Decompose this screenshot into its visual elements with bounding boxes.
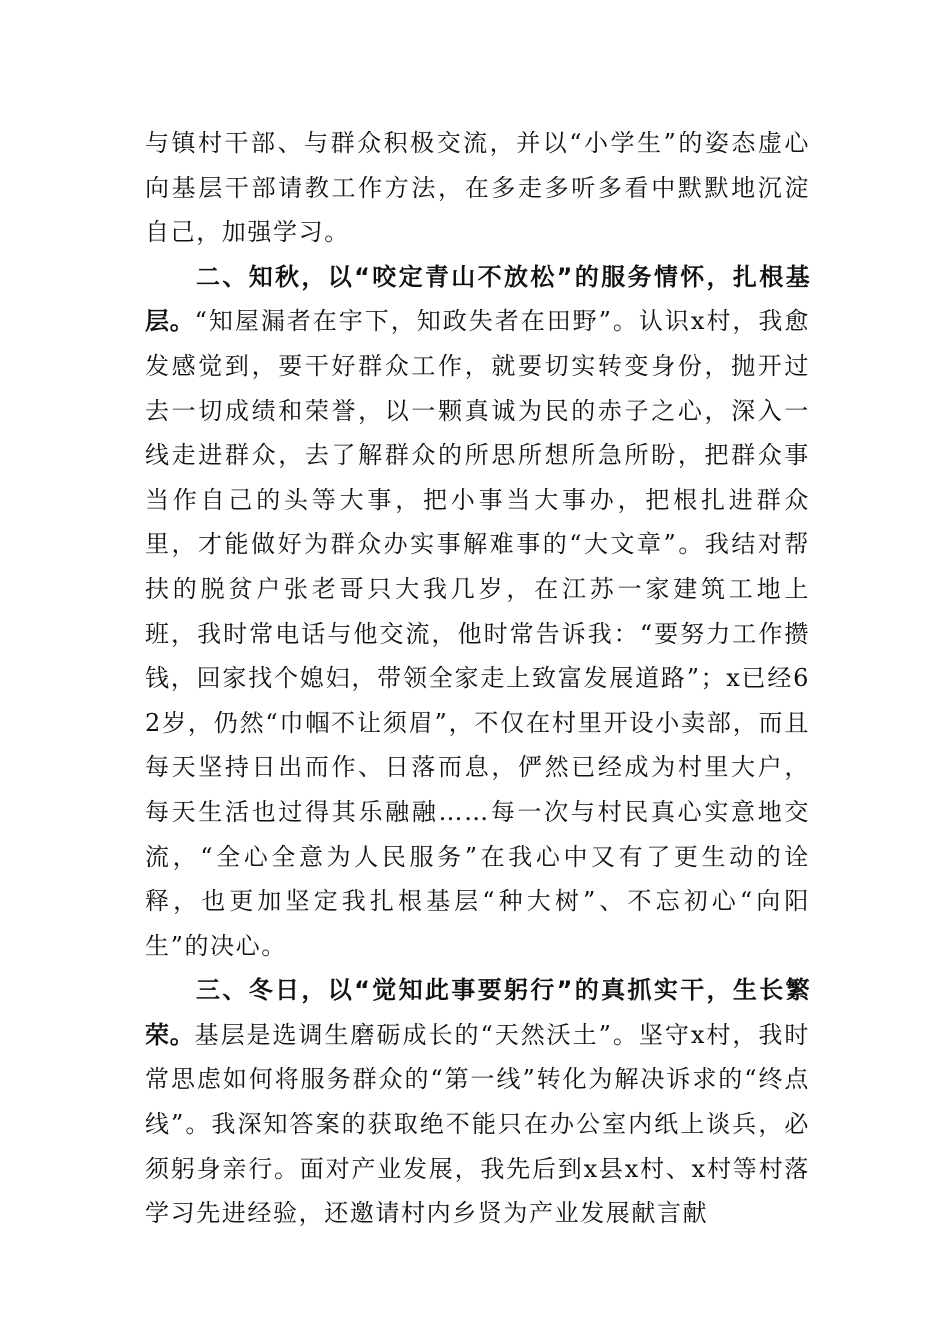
- paragraph-section-three: [145, 968, 810, 1236]
- paragraph-body: 与镇村干部、与群众积极交流，并以“小学生”的姿态虚心向基层干部请教工作方法，在多走多听多看中默默地沉淀自己，加强学习。: [145, 129, 810, 247]
- paragraph-section-two: [145, 255, 810, 969]
- document-body: [145, 121, 810, 1236]
- section-heading-three: 三、冬日，以“觉知此事要躬行”的真抓实干，生长繁荣。: [145, 976, 810, 1049]
- paragraph-continuation: [145, 121, 810, 255]
- section-heading-two: 二、知秋，以“咬定青山不放松”的服务情怀，扎根基层。: [145, 262, 810, 336]
- paragraph-body: 基层是选调生磨砺成长的“天然沃土”。坚守x村，我时常思虑如何将服务群众的“第一线”转化为解决诉求的“终点线”。我深知答案的获取绝不能只在办公室内纸上谈兵，必须躬身亲行。面对产业发展，我先后到x县x村、x村等村落学习先进经验，还邀请村内乡贤为产业发展献言献: [145, 1020, 810, 1228]
- paragraph-body: “知屋漏者在宇下，知政失者在田野”。认识x村，我愈发感觉到，要干好群众工作，就要切实转变身份，抛开过去一切成绩和荣誉，以一颗真诚为民的赤子之心，深入一线走进群众，去了解群众的所思所想所急所盼，把群众事当作自己的头等大事，把小事当大事办，把根扎进群众里，才能做好为群众办实事解难事的“大文章”。我结对帮扶的脱贫户张老哥只大我几岁，在江苏一家建筑工地上班，我时常电话与他交流，他时常告诉我：“要努力工作攒钱，回家找个媳妇，带领全家走上致富发展道路”；x已经62岁，仍然“巾帼不让须眉”，不仅在村里开设小卖部，而且每天坚持日出而作、日落而息，俨然已经成为村里大户，每天生活也过得其乐融融……每一次与村民真心实意地交流，“全心全意为人民服务”在我心中又有了更生动的诠释，也更加坚定我扎根基层“种大树”、不忘初心“向阳生”的决心。: [145, 307, 810, 960]
